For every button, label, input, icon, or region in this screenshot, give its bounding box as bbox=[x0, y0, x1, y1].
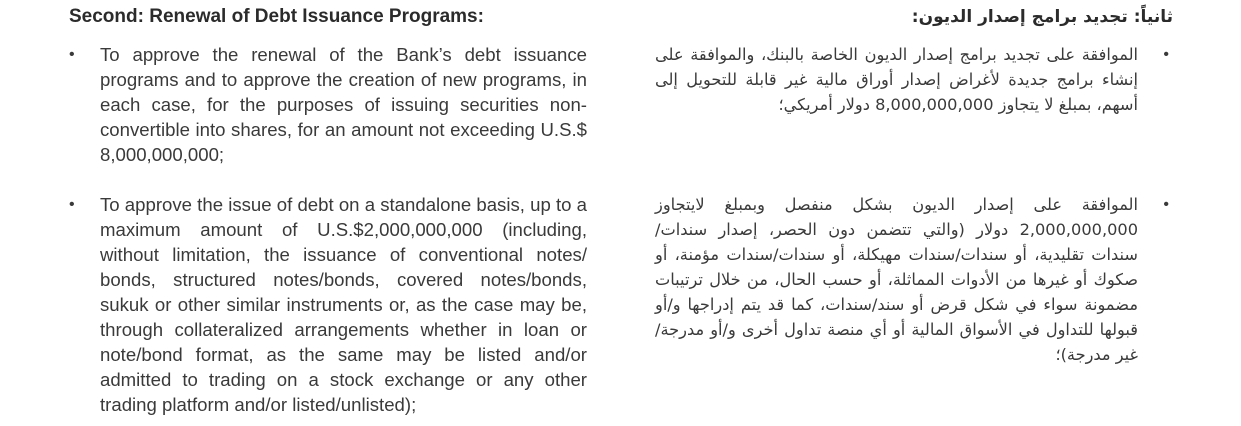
list-item-text: الموافقة على تجديد برامج إصدار الديون الخاصة بالبنك، والموافقة على إنشاء برامج جديدة لأغراض إصدار أوراق مالية غير قابلة للتحويل إلى أسهم، بمبلغ لا يتجاوز 8,000,000,000 دولار أمريكي؛ bbox=[655, 45, 1138, 114]
bullet-icon: • bbox=[1163, 46, 1169, 63]
bullet-icon: • bbox=[69, 196, 75, 213]
list-item bbox=[69, 42, 587, 167]
list-item bbox=[69, 192, 587, 417]
list-item bbox=[655, 42, 1173, 117]
list-item bbox=[655, 192, 1173, 367]
bullet-icon: • bbox=[69, 46, 75, 63]
section-heading-english: Second: Renewal of Debt Issuance Programs: bbox=[69, 6, 484, 27]
list-item-text: To approve the issue of debt on a standalone basis, up to a maximum amount of U.S.$2,000,000,000 (including, without limitation, the issuance of conventional notes/ bonds, structured notes/bonds, covered notes/bonds, sukuk or other similar instruments or, as the case may be, through collateralized arrangements whether in loan or note/bond format, as the same may be listed and/or admitted to trading on a stock exchange or any other trading platform and/or listed/unlisted); bbox=[100, 194, 587, 415]
list-item-text: الموافقة على إصدار الديون بشكل منفصل وبمبلغ لايتجاوز 2,000,000,000 دولار (والتي تتضمن دون الحصر، إصدار سندات/سندات تقليدية، أو سندات/سندات مهيكلة، أو سندات/سندات مؤمنة، أو صكوك أو غيرها من الأدوات المماثلة، أو حسب الحال، من خلال ترتيبات مضمونة سواء في شكل قرض أو سند/سندات، كما قد يتم إدراجها و/أو قبولها للتداول في الأسواق المالية أو أي منصة تداول أخرى و/أو مدرجة/غير مدرجة)؛ bbox=[655, 195, 1138, 364]
list-item-text: To approve the renewal of the Bank’s debt issuance programs and to approve the creation of new programs, in each case, for the purposes of issuing securities non-convertible into shares, for an amount not exceeding U.S.$ 8,000,000,000; bbox=[100, 44, 587, 165]
section-heading-arabic: ثانياً: تجديد برامج إصدار الديون: bbox=[911, 7, 1173, 27]
bullet-icon: • bbox=[1163, 196, 1169, 213]
